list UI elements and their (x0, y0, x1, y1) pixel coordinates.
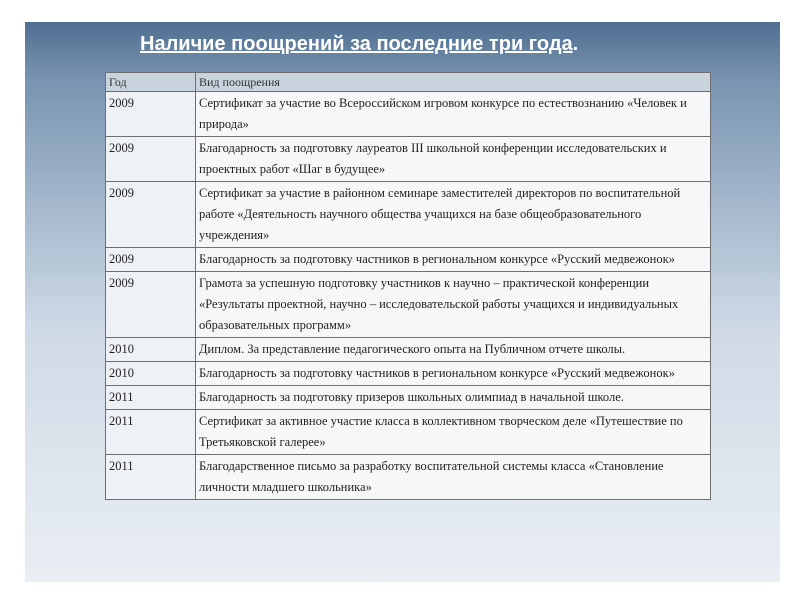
table-row (106, 386, 711, 410)
award-cell: Грамота за успешную подготовку участников к научно – практической конференции «Результаты проектной, научно – исследовательской работы учащихся и индивидуальных образовательных программ» (196, 272, 711, 338)
header-award-type: Вид поощрения (196, 73, 711, 92)
slide-title-period: . (572, 33, 579, 55)
year-cell: 2009 (106, 272, 196, 338)
table-row (106, 410, 711, 455)
table-row (106, 92, 711, 137)
table-row (106, 272, 711, 338)
award-cell: Сертификат за активное участие класса в коллективном творческом деле «Путешествие по Третьяковской галерее» (196, 410, 711, 455)
year-cell: 2010 (106, 338, 196, 362)
table-row (106, 455, 711, 500)
award-cell: Благодарность за подготовку частников в региональном конкурсе «Русский медвежонок» (196, 248, 711, 272)
award-cell: Благодарность за подготовку частников в региональном конкурсе «Русский медвежонок» (196, 362, 711, 386)
year-cell: 2011 (106, 455, 196, 500)
award-cell: Диплом. За представление педагогического опыта на Публичном отчете школы. (196, 338, 711, 362)
table-row (106, 182, 711, 248)
year-cell: 2009 (106, 137, 196, 182)
award-cell: Благодарность за подготовку лауреатов III школьной конференции исследовательских и проектных работ «Шаг в будущее» (196, 137, 711, 182)
table-row (106, 362, 711, 386)
year-cell: 2010 (106, 362, 196, 386)
year-cell: 2009 (106, 92, 196, 137)
table-row (106, 248, 711, 272)
header-year: Год (106, 73, 196, 92)
award-cell: Благодарственное письмо за разработку воспитательной системы класса «Становление личности младшего школьника» (196, 455, 711, 500)
table-row (106, 338, 711, 362)
year-cell: 2011 (106, 410, 196, 455)
award-cell: Сертификат за участие во Всероссийском игровом конкурсе по естествознанию «Человек и природа» (196, 92, 711, 137)
year-cell: 2011 (106, 386, 196, 410)
year-cell: 2009 (106, 182, 196, 248)
table-header-row (106, 73, 711, 92)
awards-table (105, 72, 711, 500)
award-cell: Сертификат за участие в районном семинаре заместителей директоров по воспитательной работе «Деятельность научного общества учащихся на базе общеобразовательного учреждения» (196, 182, 711, 248)
award-cell: Благодарность за подготовку призеров школьных олимпиад в начальной школе. (196, 386, 711, 410)
year-cell: 2009 (106, 248, 196, 272)
slide-title-text: Наличие поощрений за последние три года (140, 33, 573, 55)
table-row (106, 137, 711, 182)
slide-title (140, 33, 578, 56)
